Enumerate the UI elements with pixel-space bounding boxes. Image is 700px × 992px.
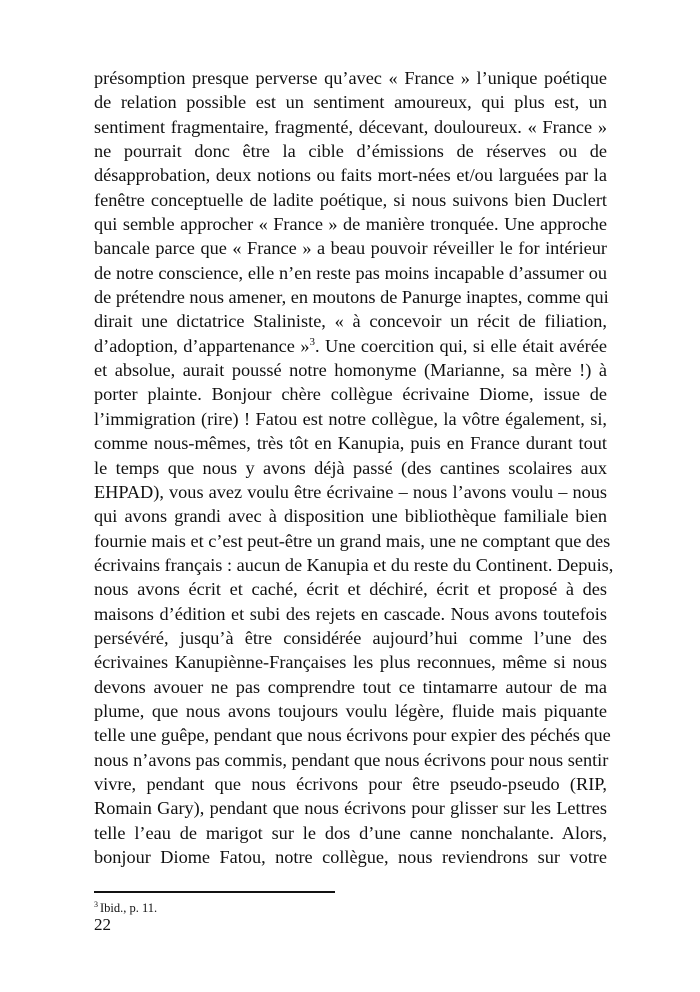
text-line: qui semble approcher « France » de manière tronquée. Une approche [94, 214, 607, 235]
text-line: comme nous-mêmes, très tôt en Kanupia, puis en France durant tout [94, 433, 607, 454]
page-number: 22 [94, 915, 111, 934]
text-line: Romain Gary), pendant que nous écrivons pour glisser sur les Lettres [94, 798, 607, 819]
text-line: sentiment fragmentaire, fragmenté, décevant, douloureux. « France » [94, 116, 607, 137]
quote-text: d’adoption, d’appartenance » [94, 335, 310, 356]
text-line: dirait une dictatrice Staliniste, « à concevoir un récit de filiation, [94, 311, 607, 332]
text-line: telle une guêpe, pendant que nous écrivons pour expier des péchés que [94, 725, 611, 746]
text-line: fournie mais et c’est peut-être un grand mais, une ne comptant que des [94, 530, 611, 551]
text-line: porter plainte. Bonjour chère collègue écrivaine Diome, issue de [94, 384, 607, 405]
text-line: EHPAD), vous avez voulu être écrivaine – nous l’avons voulu – nous [94, 481, 607, 502]
text-line: qui avons grandi avec à disposition une bibliothèque familiale bien [94, 506, 607, 527]
text-line: présomption presque perverse qu’avec « France » l’unique poétique [94, 68, 607, 88]
text-line: écrivaines Kanupiènne-Françaises les plus reconnues, même si nous [94, 652, 607, 673]
body-text [94, 66, 614, 869]
text-line: bancale parce que « France » a beau pouvoir réveiller le for intérieur [94, 238, 607, 259]
text-line: de notre conscience, elle n’en reste pas moins incapable d’assumer ou [94, 262, 607, 283]
footnote [94, 901, 157, 916]
text-line: ne pourrait donc être la cible d’émissions de réserves ou de [94, 141, 607, 162]
text-line-with-footnote-ref [94, 334, 607, 358]
text-line: écrivains français : aucun de Kanupia et du reste du Continent. Depuis, [94, 554, 614, 575]
text-line: persévéré, jusqu’à être considérée aujourd’hui comme l’une des [94, 627, 607, 648]
footnote-reference[interactable]: 3 [309, 335, 315, 348]
text-line: de relation possible est un sentiment amoureux, qui plus est, un [94, 92, 607, 113]
text-line: et absolue, aurait poussé notre homonyme (Marianne, sa mère !) à [94, 360, 607, 381]
text-line: nous avons écrit et caché, écrit et déchiré, écrit et proposé à des [94, 579, 607, 600]
text-line: désapprobation, deux notions ou faits mort-nées et/ou larguées par la [94, 165, 607, 186]
line-continuation: . Une coercition qui, si elle était avérée [314, 335, 607, 356]
text-line: maisons d’édition et subi des rejets en cascade. Nous avons toutefois [94, 603, 607, 624]
text-line: devons avouer ne pas comprendre tout ce tintamarre autour de ma [94, 676, 607, 697]
text-line: vivre, pendant que nous écrivons pour être pseudo-pseudo (RIP, [94, 773, 607, 794]
text-line: nous n’avons pas commis, pendant que nous écrivons pour nous sentir [94, 749, 609, 770]
text-line: le temps que nous y avons déjà passé (des cantines scolaires aux [94, 457, 607, 478]
text-line: bonjour Diome Fatou, notre collègue, nous reviendrons sur votre [94, 847, 607, 867]
text-line: de prétendre nous amener, en moutons de Panurge inaptes, comme qui [94, 287, 609, 308]
text-line: fenêtre conceptuelle de ladite poétique, si nous suivons bien Duclert [94, 189, 607, 210]
text-line: plume, que nous avons toujours voulu légère, fluide mais piquante [94, 700, 607, 721]
footnote-separator [94, 891, 335, 893]
text-line: l’immigration (rire) ! Fatou est notre collègue, la vôtre également, si, [94, 408, 607, 429]
text-line: telle l’eau de marigot sur le dos d’une canne nonchalante. Alors, [94, 822, 607, 843]
footnote-text: Ibid., p. 11. [100, 901, 158, 915]
footnote-marker: 3 [94, 900, 98, 909]
